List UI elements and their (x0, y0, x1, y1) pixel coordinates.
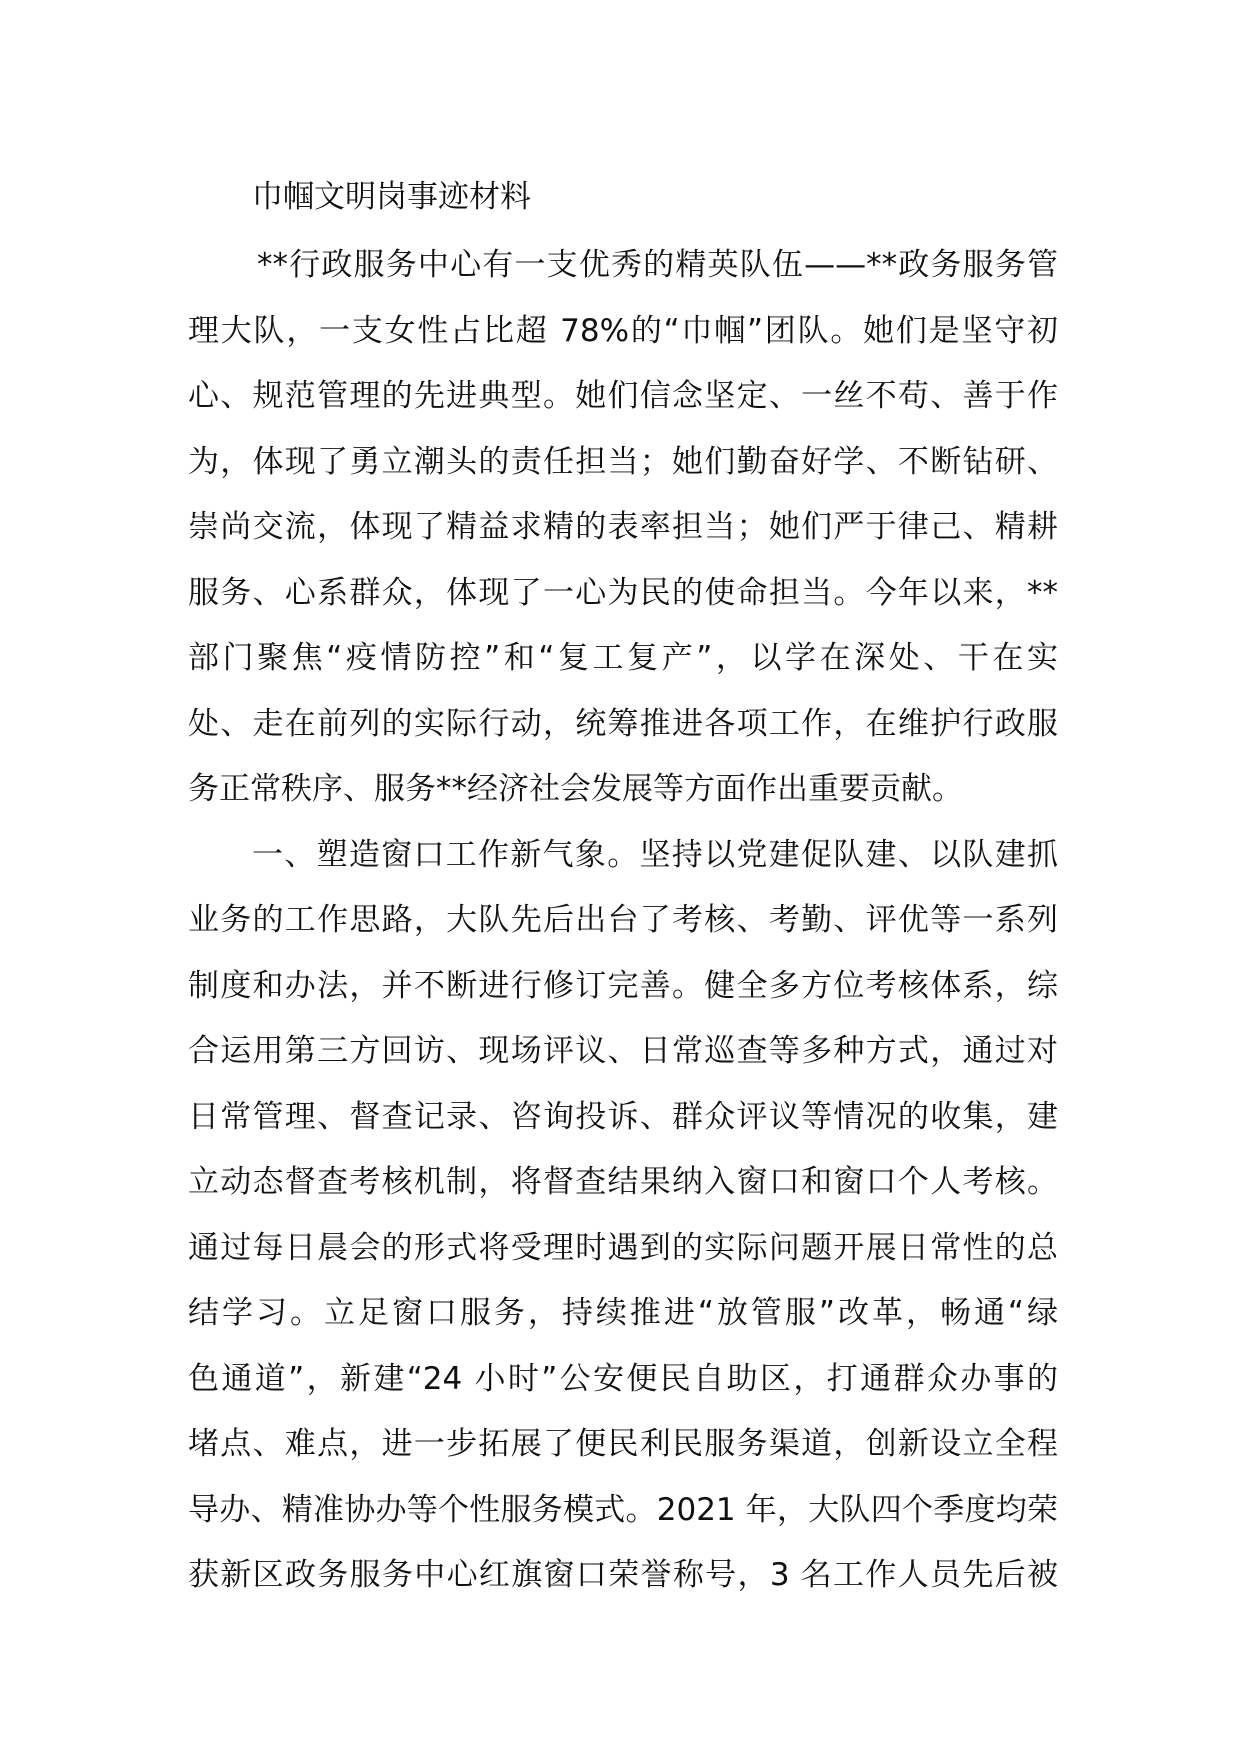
text-line: 业务的工作思路，大队先后出台了考核、考勤、评优等一系列 (188, 902, 1058, 938)
text-line: **行政服务中心有一支优秀的精英队伍——**政务服务管 (257, 247, 1058, 283)
text-line: 为，体现了勇立潮头的责任担当；她们勤奋好学、不断钻研、 (188, 443, 1058, 480)
text-line: 立动态督查考核机制，将督查结果纳入窗口和窗口个人考核。 (188, 1164, 1058, 1200)
text-line: 崇尚交流，体现了精益求精的表率担当；她们严于律己、精耕 (188, 509, 1058, 545)
text-line: 务正常秩序、服务**经济社会发展等方面作出重要贡献。 (188, 771, 963, 807)
text-line: 部门聚焦“疫情防控”和“复工复产”，以学在深处、干在实 (188, 640, 1058, 676)
text-line: 通过每日晨会的形式将受理时遇到的实际问题开展日常性的总 (188, 1229, 1058, 1266)
text-line: 获新区政务服务中心红旗窗口荣誉称号，3 名工作人员先后被 (188, 1557, 1058, 1593)
text-line: 导办、精准协办等个性服务模式。2021 年，大队四个季度均荣 (188, 1491, 1058, 1528)
text-line: 理大队，一支女性占比超 78%的“巾帼”团队。她们是坚守初 (188, 312, 1058, 349)
text-line: 堵点、难点，进一步拓展了便民利民服务渠道，创新设立全程 (188, 1426, 1058, 1462)
text-line: 一、塑造窗口工作新气象。坚持以党建促队建、以队建抓 (252, 836, 1058, 873)
text-line: 服务、心系群众，体现了一心为民的使命担当。今年以来，** (188, 574, 1058, 611)
text-line: 色通道”，新建“24 小时”公安便民自助区，打通群众办事的 (188, 1360, 1058, 1397)
text-line: 制度和办法，并不断进行修订完善。健全多方位考核体系，综 (188, 967, 1058, 1004)
text-line: 心、规范管理的先进典型。她们信念坚定、一丝不苟、善于作 (188, 378, 1058, 414)
document-title: 巾帼文明岗事迹材料 (252, 179, 531, 215)
text-line: 日常管理、督查记录、咨询投诉、群众评议等情况的收集，建 (188, 1098, 1058, 1135)
text-line: 处、走在前列的实际行动，统筹推进各项工作，在维护行政服 (188, 705, 1058, 742)
text-line: 合运用第三方回访、现场评议、日常巡查等多种方式，通过对 (188, 1033, 1058, 1069)
text-line: 结学习。立足窗口服务，持续推进“放管服”改革，畅通“绿 (188, 1295, 1058, 1331)
document-body (188, 233, 1058, 1609)
